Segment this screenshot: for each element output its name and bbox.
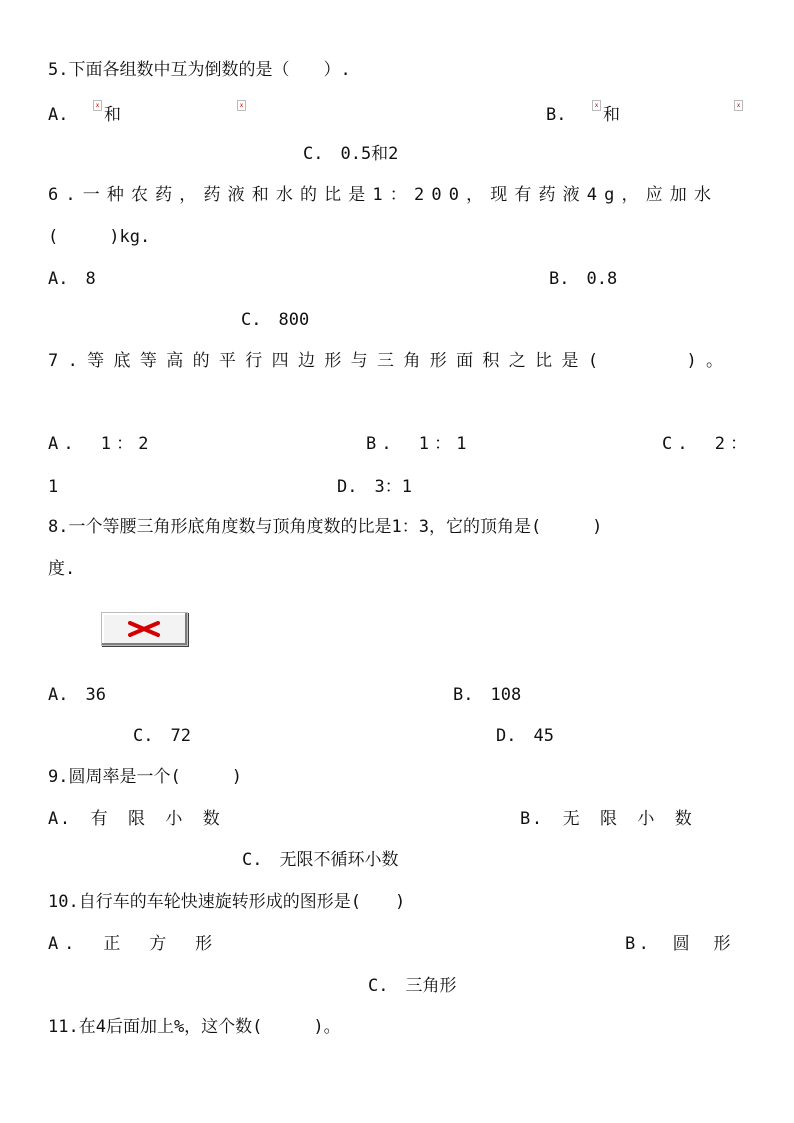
q10-option-c: C. 三角形 [368,976,457,996]
q7-option-c-continued: 1 [48,477,59,497]
broken-image-icon [93,100,102,111]
q5-option-c: C. 0.5和2 [303,144,399,164]
q7-stem: 7.等底等高的平行四边形与三角形面积之比是( )。 [48,351,733,371]
q9-stem: 9.圆周率是一个( ) [48,767,242,787]
q10-stem: 10.自行车的车轮快速旋转形成的图形是( ) [48,892,406,912]
q6-stem-line2: ( )kg. [48,227,151,247]
q5-stem: 5.下面各组数中互为倒数的是（ ）. [48,60,351,80]
q5-option-a-label: A. [48,105,69,125]
q6-stem-line1: 6.一种农药，药液和水的比是1：200，现有药液4g，应加水 [48,185,719,205]
q8-stem-line1: 8.一个等腰三角形底角度数与顶角度数的比是1：3，它的顶角是( ) [48,517,603,537]
q10-option-a: A. 正 方 形 [48,934,219,954]
q8-option-b: B. 108 [453,685,522,705]
broken-image-icon [734,100,743,111]
q5-option-a-and: 和 [104,105,121,125]
broken-image-icon [592,100,601,111]
q9-option-a: A. 有 限 小 数 [48,809,222,829]
image-placeholder-icon [101,612,188,646]
q5-option-b-and: 和 [603,105,620,125]
q7-option-d: D. 3：1 [337,477,412,497]
q11-stem: 11.在4后面加上%，这个数( )。 [48,1017,341,1037]
q7-option-a: A. 1：2 [48,434,154,454]
q6-option-b: B. 0.8 [549,269,618,289]
q9-option-b: B. 无 限 小 数 [520,809,694,829]
q8-option-a: A. 36 [48,685,106,705]
q6-option-a: A. 8 [48,269,96,289]
q9-option-c: C. 无限不循环小数 [242,850,399,870]
broken-image-icon [237,100,246,111]
q6-option-c: C. 800 [241,310,310,330]
q8-stem-line2: 度. [48,559,76,579]
q8-option-d: D. 45 [496,726,554,746]
q8-option-c: C. 72 [133,726,191,746]
q7-option-b: B. 1：1 [366,434,472,454]
q10-option-b: B. 圆 形 [625,934,734,954]
q5-option-b-label: B. [546,105,567,125]
q7-option-c: C. 2： [662,434,753,454]
